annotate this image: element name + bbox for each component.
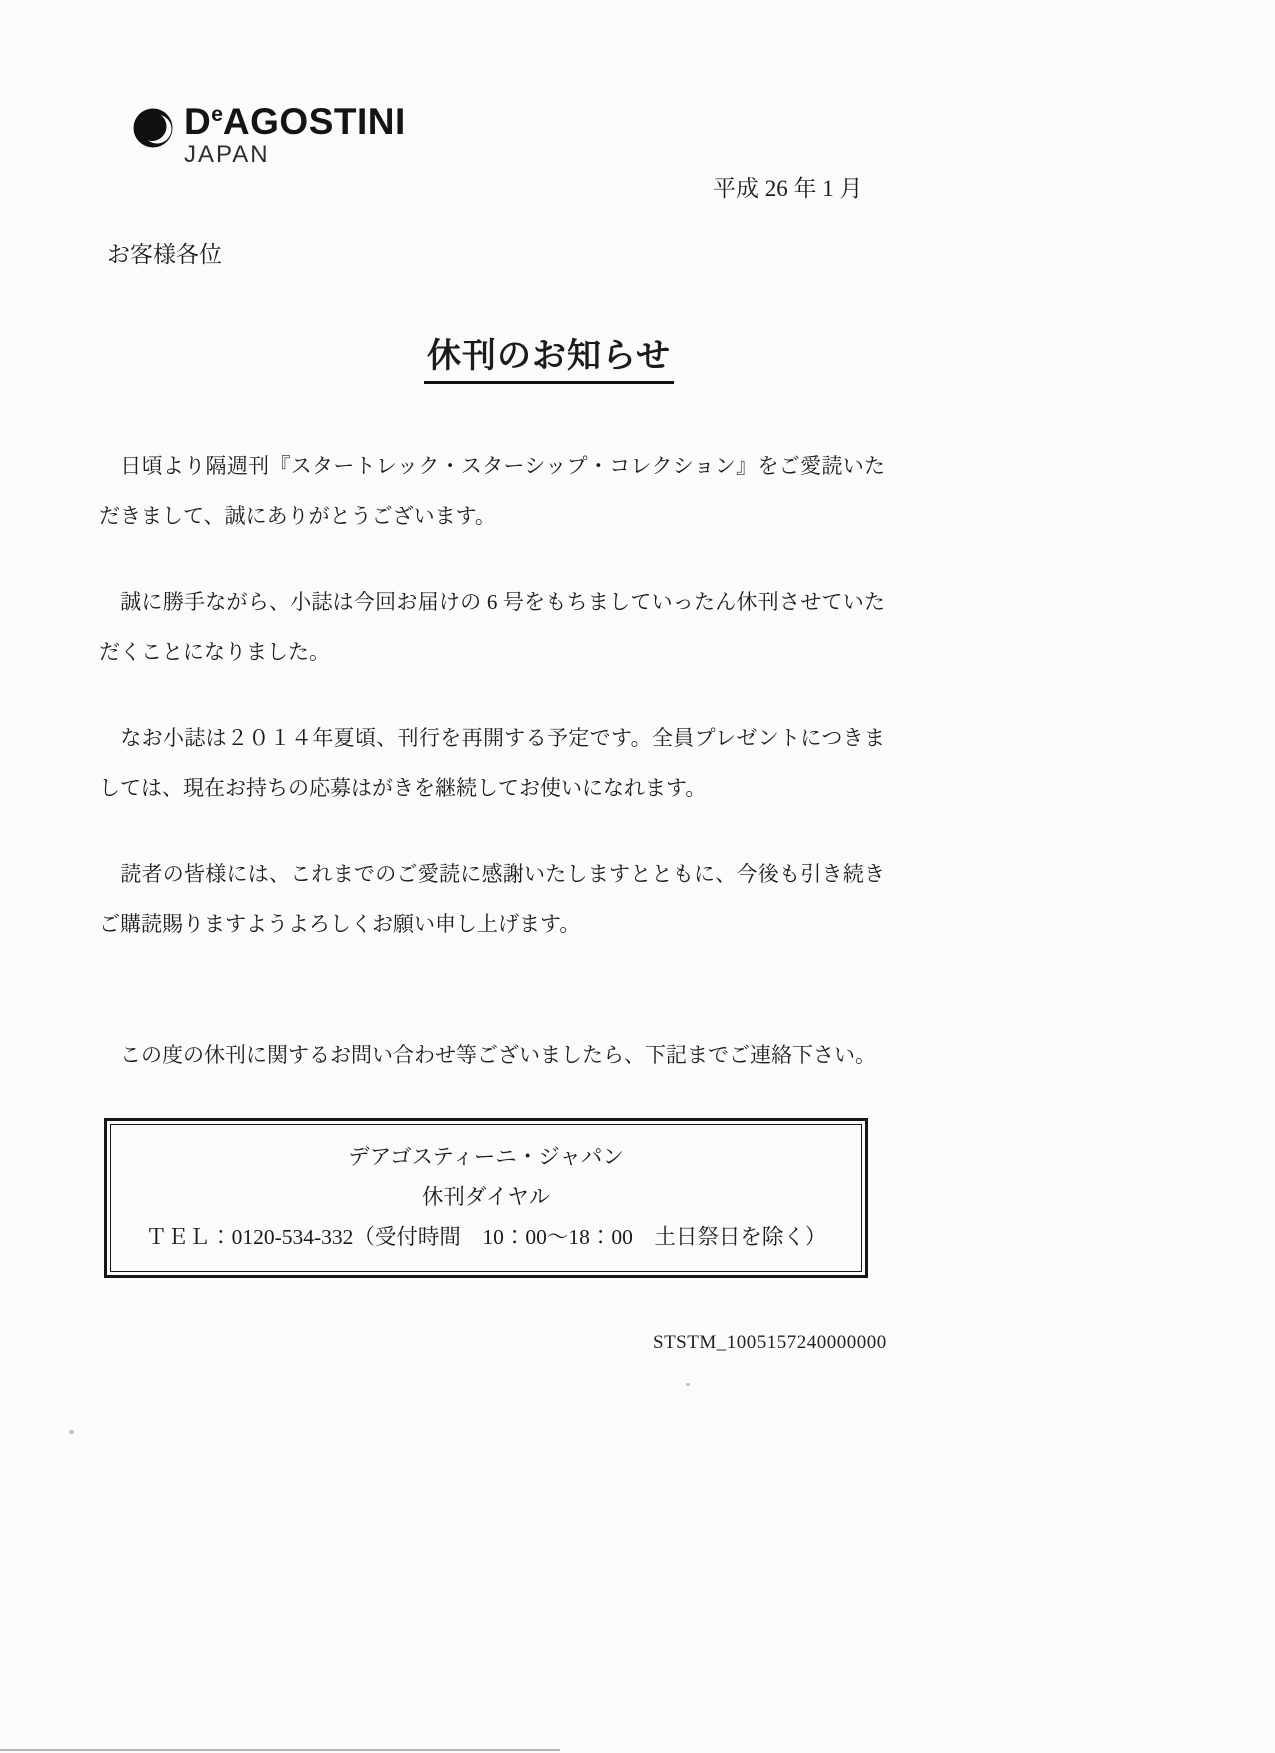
contact-box-inner: [110, 1124, 862, 1272]
scan-edge-artifact: [0, 1749, 560, 1751]
body-paragraph: 誠に勝手ながら、小誌は今回お届けの 6 号をもちましていったん休刊させていただくことになりました。: [99, 590, 885, 664]
logo-brand-e: e: [211, 103, 223, 126]
body-paragraph: 日頃より隔週刊『スタートレック・スターシップ・コレクション』をご愛読いただきまして、誠にありがとうございます。: [99, 454, 885, 528]
contact-company: デアゴスティーニ・ジャパン: [348, 1145, 624, 1169]
deagostini-logo: [133, 103, 406, 167]
contact-service: 休刊ダイヤル: [421, 1185, 551, 1209]
logo-brand-d: D: [184, 101, 212, 142]
date-line: 平成 26 年 1 月: [713, 176, 863, 201]
logo-brand-rest: AGOSTINI: [222, 101, 406, 142]
logo-text-block: [184, 103, 406, 167]
contact-box: [104, 1118, 868, 1278]
logo-japan-text: JAPAN: [184, 141, 270, 168]
body-paragraph: なお小誌は２０１４年夏頃、刊行を再開する予定です。全員プレゼントにつきましては、現在お持ちの応募はがきを継続してお使いになれます。: [99, 726, 885, 800]
closing-line: この度の休刊に関するお問い合わせ等ございましたら、下記までご連絡下さい。: [99, 1043, 876, 1067]
document-code: STSTM_1005157240000000: [653, 1332, 887, 1353]
salutation: お客様各位: [107, 242, 222, 267]
letter-body: [99, 441, 885, 985]
globe-icon: [133, 108, 173, 148]
logo-brand-text: [184, 103, 406, 140]
scan-speck: [686, 1383, 690, 1386]
contact-tel: ＴＥＬ：0120-534-332（受付時間 10：00～18：00 土日祭日を除く）: [145, 1225, 827, 1249]
body-paragraph: 読者の皆様には、これまでのご愛読に感謝いたしますとともに、今後も引き続きご購読賜りますようよろしくお願い申し上げます。: [99, 862, 885, 936]
scan-speck: [69, 1430, 74, 1434]
notice-title: 休刊のお知らせ: [424, 328, 674, 384]
